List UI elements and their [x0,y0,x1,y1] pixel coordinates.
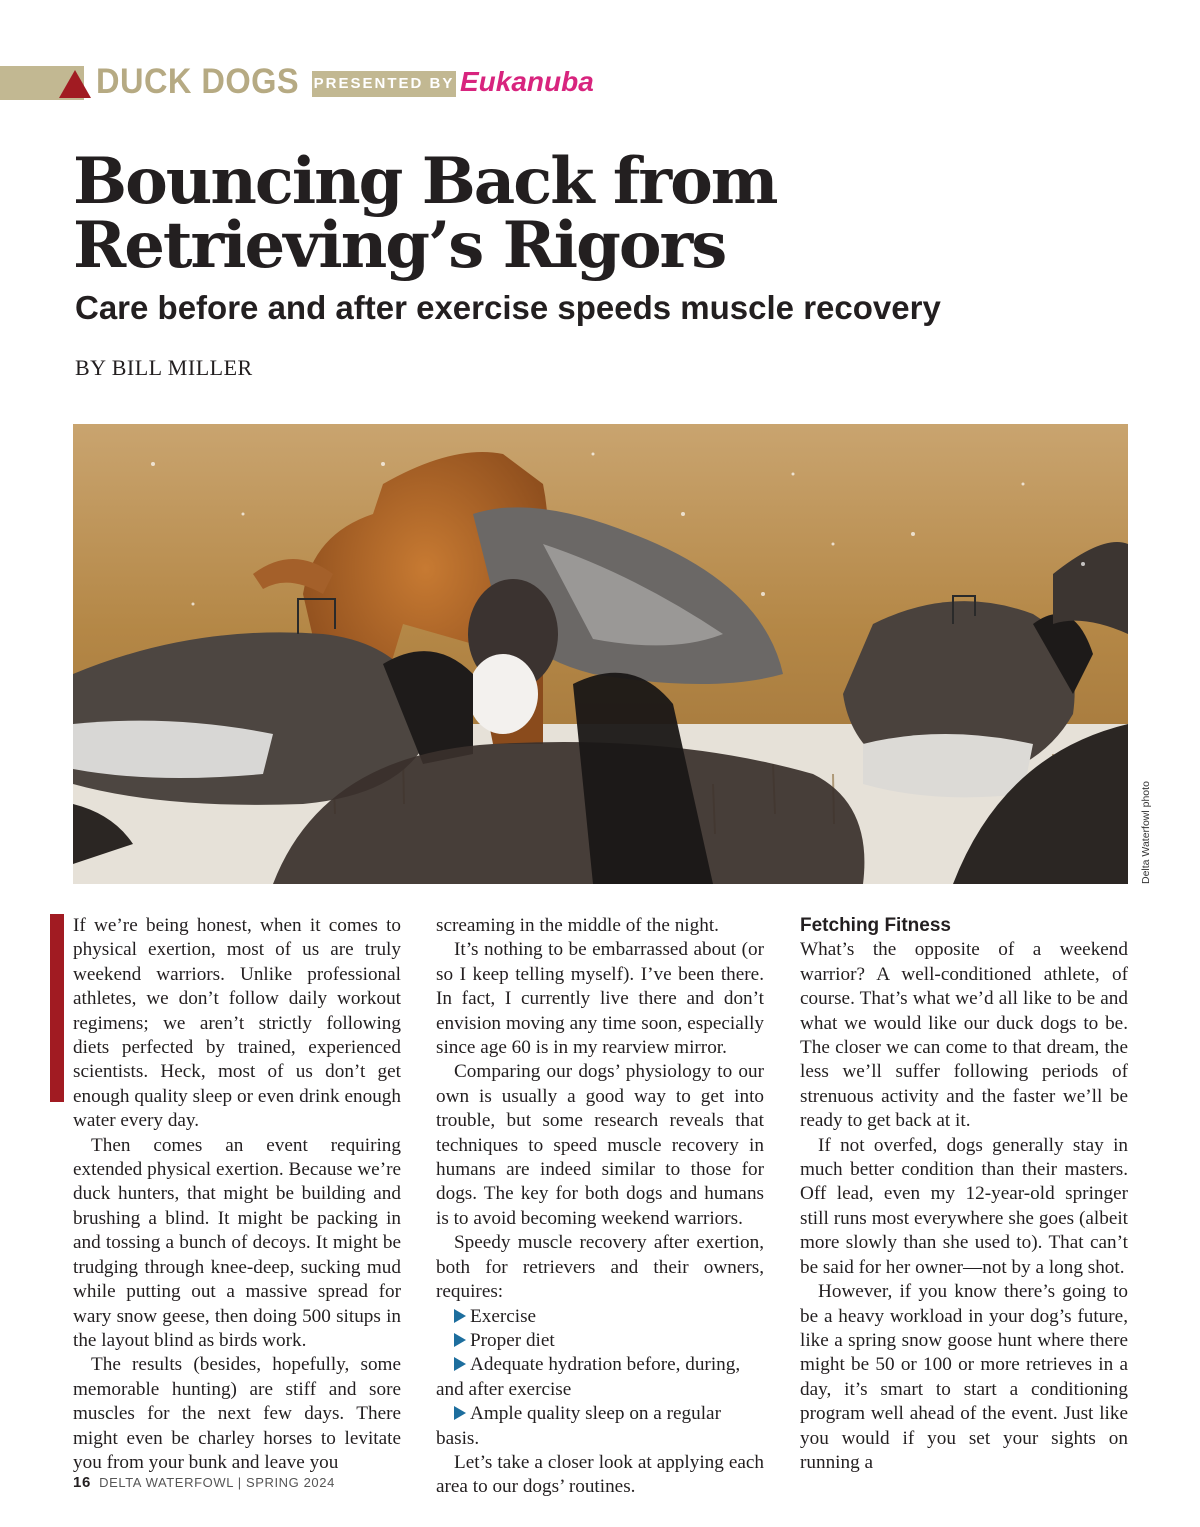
lead-accent-bar [50,914,64,1102]
article-column-2 [436,914,764,1500]
list-item: Exercise [436,1305,764,1329]
paragraph: It’s nothing to be embarrassed about (or so I keep telling myself). I’ve been there. In fact, I currently live there and don’t envision moving any time soon, especially since age 60 is in my rearview mirror. [436,939,764,1059]
article-subtitle: Care before and after exercise speeds muscle recovery [75,289,941,326]
list-item: Proper diet [436,1329,764,1353]
list-item: Adequate hydration before, during, and after exercise [436,1354,741,1400]
paragraph: screaming in the middle of the night. [436,915,719,936]
list-item: Ample quality sleep on a regular basis. [436,1403,721,1449]
hero-photo [73,424,1128,884]
arrow-bullet-icon [454,1333,466,1347]
arrow-bullet-icon [454,1406,466,1420]
article-column-1 [73,914,401,1475]
paragraph: If not overfed, dogs generally stay in much better condition than their masters. Off lead, even my 12-year-old springer still runs most everywhere she goes (albeit more slowly than she used to). That can’t be said for her owner—not by a long shot. [800,1134,1128,1278]
publication-name: DELTA WATERFOWL | SPRING 2024 [99,1475,335,1490]
paragraph: Speedy muscle recovery after exertion, both for retrievers and their owners, requires: [436,1232,764,1303]
section-heading: Fetching Fitness [800,915,951,936]
arrow-bullet-icon [454,1309,466,1323]
photo-credit: Delta Waterfowl photo [1140,781,1152,884]
paragraph: However, if you know there’s going to be a heavy workload in your dog’s future, like a spring snow goose hunt where there might be 50 or 100 or more retrieves in a day, it’s smart to start a conditioning program well ahead of the event. Just like you would if you set your sights on running a [800,1281,1128,1473]
article-title: Bouncing Back from Retrieving’s Rigors [73,144,777,283]
triangle-logo-icon [59,70,91,98]
paragraph: Let’s take a closer look at applying each area to our dogs’ routines. [436,1451,764,1498]
section-title: DUCK DOGS [96,62,300,101]
sponsor-logo: Eukanuba [460,66,594,97]
paragraph: Comparing our dogs’ physiology to our own is usually a good way to get into trouble, but some research reveals that techniques to speed muscle recovery in humans are indeed similar to those for dogs. The key for both dogs and humans is to avoid becoming weekend warriors. [436,1061,764,1229]
article-column-3 [800,914,1128,1475]
page-number: 16 [73,1474,91,1491]
byline: BY BILL MILLER [75,355,253,380]
requirements-list [436,1305,764,1451]
presented-by-label: PRESENTED BY [312,71,456,97]
paragraph: Then comes an event requiring extended physical exertion. Because we’re duck hunters, that might be building and brushing a blind. It might be packing in and tossing a bunch of decoys. It might be trudging through knee-deep, sucking mud while putting out a massive spread for wary snow geese, then doing 500 situps in the layout blind as birds work. [73,1134,401,1351]
paragraph: The results (besides, hopefully, some memorable hunting) are stiff and sore muscles for the next few days. There might even be charley horses to levitate you from your bunk and leave you [73,1354,401,1473]
paragraph: What’s the opposite of a weekend warrior? A well-conditioned athlete, of course. That’s what we’d all like to be and what we would like our duck dogs to be. The closer we can come to that dream, the less we’ll suffer following periods of strenuous activity and the faster we’ll be ready to get back at it. [800,939,1128,1132]
arrow-bullet-icon [454,1357,466,1371]
paragraph: If we’re being honest, when it comes to physical exertion, most of us are truly weekend warriors. Unlike professional athletes, we don’t follow daily workout regimens; we aren’t strictly following diets perfected by trained, experienced scientists. Heck, most of us don’t get enough quality sleep or even drink enough water every day. [73,915,401,1132]
page-footer [73,1474,335,1491]
